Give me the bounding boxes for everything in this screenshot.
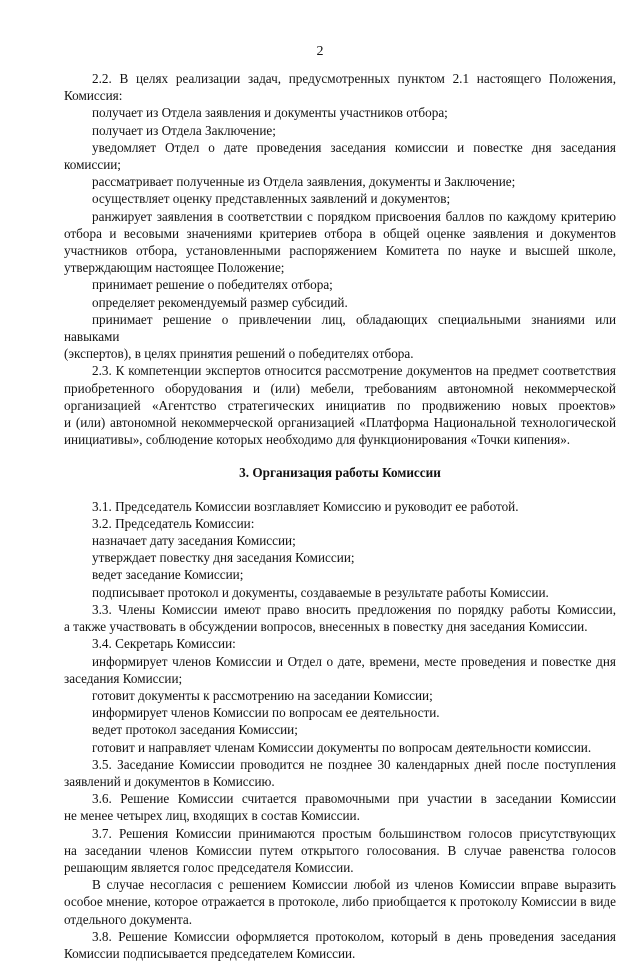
paragraph-2-3-line: и (или) автономной некоммерческой организацией «Платформа Национальной технологической <box>64 415 616 431</box>
list-item-continuation: участников отбора, установленными распоряжением Комитета по науке и высшей школе, <box>64 243 616 259</box>
paragraph-2-2-line: Комиссия: <box>64 88 123 104</box>
paragraph-2-3-line: приобретенного оборудования и (или) мебели, требованиям автономной некоммерческой <box>64 380 616 396</box>
paragraph-3-1: 3.1. Председатель Комиссии возглавляет Комиссию и руководит ее работой. <box>92 498 519 514</box>
list-item-continuation: утверждающим настоящее Положение; <box>64 260 285 276</box>
list-item-continuation: комиссии; <box>64 157 121 173</box>
paragraph-3-3-line: 3.3. Члены Комиссии имеют право вносить предложения по порядку работы Комиссии, <box>92 601 616 617</box>
list-item: принимает решение о победителях отбора; <box>92 277 333 293</box>
paragraph-3-7-line: на заседании членов Комиссии путем открытого голосования. В случае равенства голосов <box>64 842 616 858</box>
paragraph-2-3-line: 2.3. К компетенции экспертов относится рассмотрение документов на предмет соответствия <box>92 363 616 379</box>
list-item: подписывает протокол и документы, создаваемые в результате работы Комиссии. <box>92 584 549 600</box>
list-item: рассматривает полученные из Отдела заявления, документы и Заключение; <box>92 174 516 190</box>
list-item: готовит документы к рассмотрению на заседании Комиссии; <box>92 687 433 703</box>
paragraph-3-6-line: 3.6. Решение Комиссии считается правомочными при участии в заседании Комиссии <box>92 791 616 807</box>
paragraph-3-7b-line: В случае несогласия с решением Комиссии любой из членов Комиссии вправе выразить <box>92 877 616 893</box>
list-item: ведет протокол заседания Комиссии; <box>92 722 298 738</box>
document-body <box>64 70 616 962</box>
paragraph-3-7b-line: отдельного документа. <box>64 911 193 927</box>
paragraph-2-3-line: инициативы», соблюдение которых необходимо для функционирования «Точки кипения». <box>64 432 571 448</box>
list-item: информирует членов Комиссии по вопросам ее деятельности. <box>92 705 440 721</box>
list-item: осуществляет оценку представленных заявлений и документов; <box>92 191 451 207</box>
list-item: назначает дату заседания Комиссии; <box>92 533 296 549</box>
list-item: готовит и направляет членам Комиссии документы по вопросам деятельности комиссии. <box>92 739 592 755</box>
paragraph-3-7b-line: особое мнение, которое отражается в протоколе, либо приобщается к протоколу Комиссии в виде <box>64 894 616 910</box>
paragraph-3-7-line: решающим является голос председателя Комиссии. <box>64 859 354 875</box>
paragraph-3-8-line: 3.8. Решение Комиссии оформляется протоколом, который в день проведения заседания <box>92 928 616 944</box>
paragraph-3-3-line: а также участвовать в обсуждении вопросов, внесенных в повестку дня заседания Комиссии. <box>64 619 588 635</box>
list-item-continuation: (экспертов), в целях принятия решений о победителях отбора. <box>64 346 414 362</box>
paragraph-3-8-line: Комиссии подписывается председателем Комиссии. <box>64 945 356 961</box>
list-item: информирует членов Комиссии и Отдел о дате, времени, месте проведения и повестке дня <box>92 653 616 669</box>
list-item: ранжирует заявления в соответствии с порядком присвоения баллов по каждому критерию <box>92 208 616 224</box>
list-item: определяет рекомендуемый размер субсидий. <box>92 294 348 310</box>
list-item: утверждает повестку дня заседания Комиссии; <box>92 550 355 566</box>
list-item-continuation: отбора и весовыми значениями критериев отбора в общей оценке заявления и документов <box>64 225 616 241</box>
list-item: уведомляет Отдел о дате проведения заседания комиссии и повестке дня заседания <box>92 139 616 155</box>
paragraph-3-5-line: 3.5. Заседание Комиссии проводится не позднее 30 календарных дней после поступления <box>92 756 616 772</box>
list-item: принимает решение о привлечении лиц, обладающих специальными знаниями или навыками <box>64 311 616 345</box>
paragraph-3-5-line: заявлений и документов в Комиссию. <box>64 773 275 789</box>
paragraph-3-7-line: 3.7. Решения Комиссии принимаются простым большинством голосов присутствующих <box>92 825 616 841</box>
page-number: 2 <box>316 44 324 59</box>
paragraph-2-2-line: 2.2. В целях реализации задач, предусмотренных пунктом 2.1 настоящего Положения, <box>92 71 616 86</box>
list-item: ведет заседание Комиссии; <box>92 567 244 583</box>
paragraph-3-6-line: не менее четырех лиц, входящих в состав Комиссии. <box>64 808 360 824</box>
paragraph-2-3-line: организацией «Агентство стратегических инициатив по продвижению новых проектов» <box>64 397 616 413</box>
section-heading: 3. Организация работы Комиссии <box>239 465 441 481</box>
list-item: получает из Отдела заявления и документы участников отбора; <box>92 105 448 121</box>
paragraph-3-2: 3.2. Председатель Комиссии: <box>92 515 255 531</box>
paragraph-3-4: 3.4. Секретарь Комиссии: <box>92 636 236 652</box>
list-item: получает из Отдела Заключение; <box>92 122 276 138</box>
list-item-continuation: заседания Комиссии; <box>64 670 183 686</box>
